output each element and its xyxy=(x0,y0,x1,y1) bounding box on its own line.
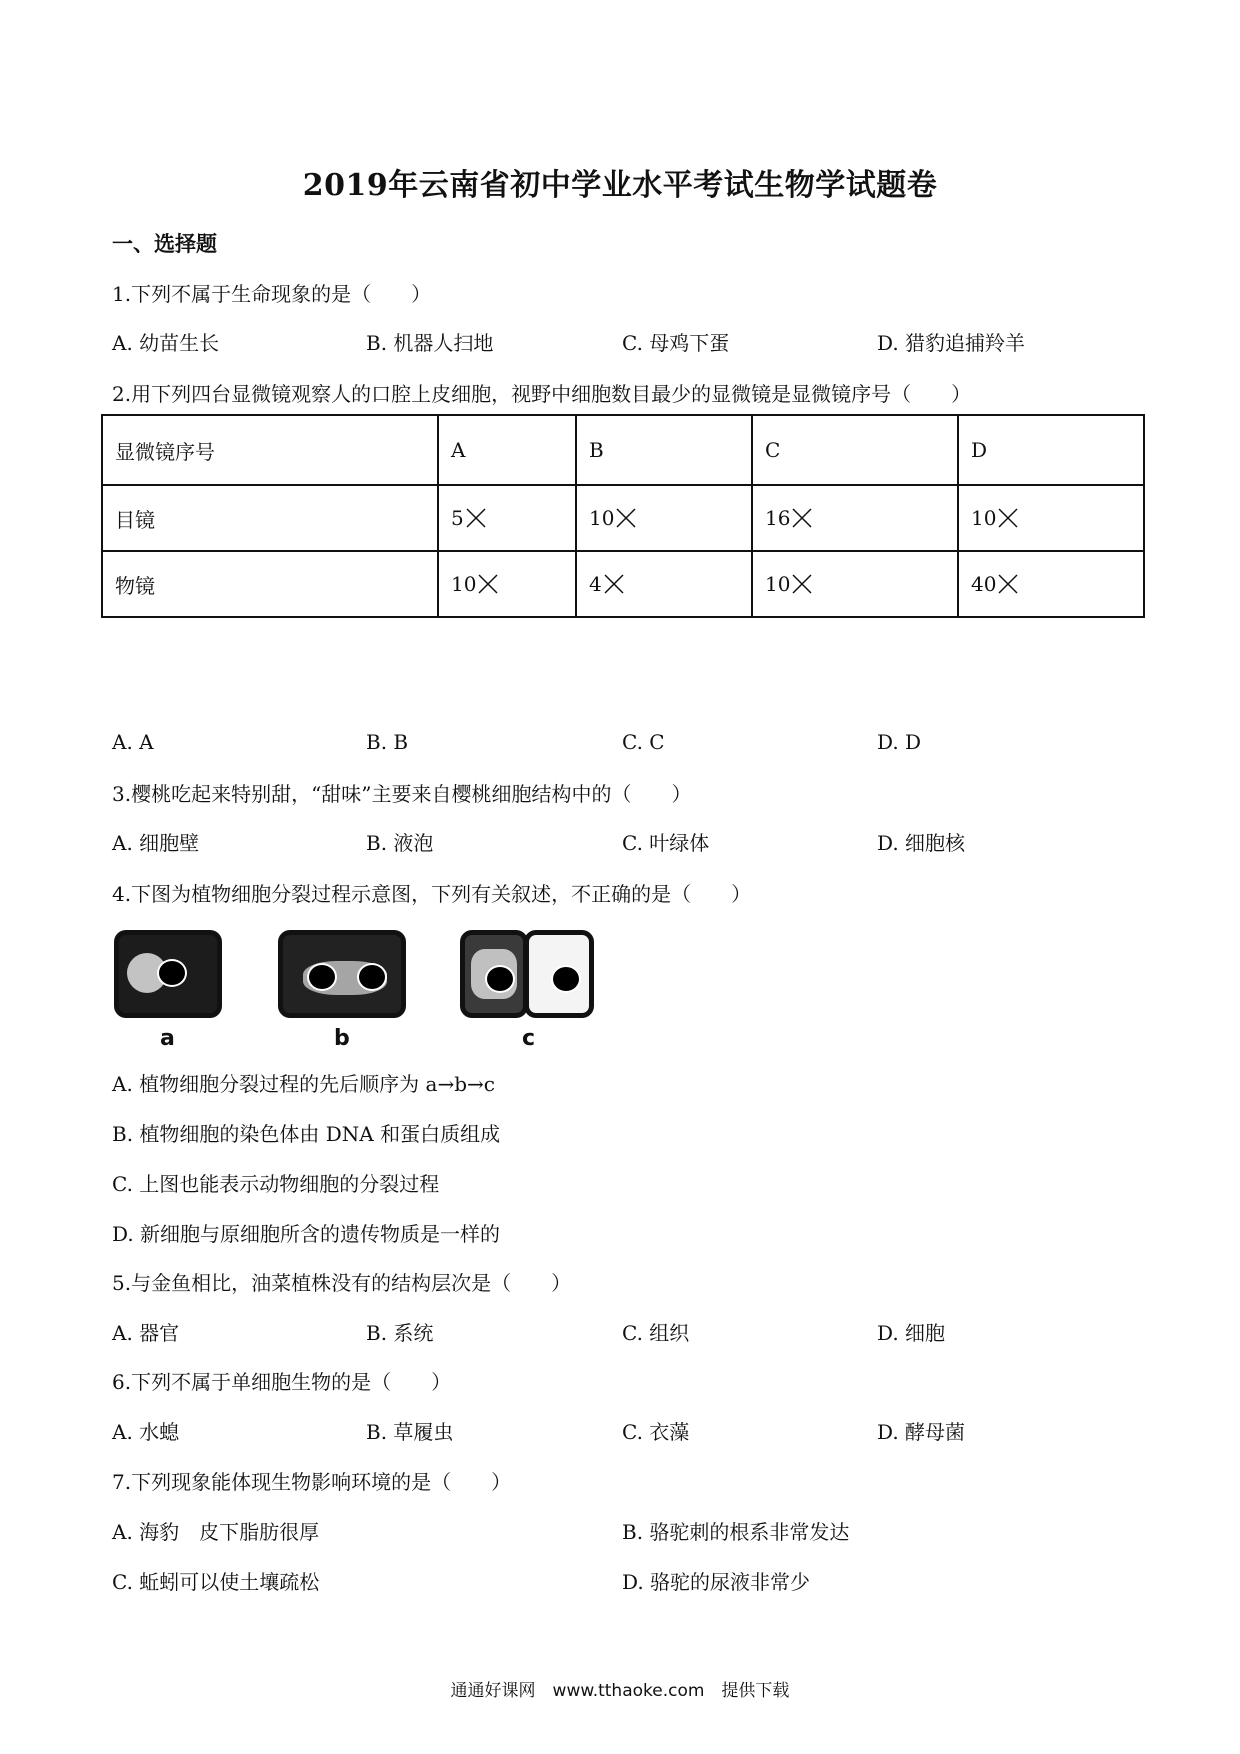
cell-c-right-image xyxy=(524,930,594,1018)
question-6-stem: 6.下列不属于单细胞生物的是（ ） xyxy=(112,1370,452,1394)
table-cell xyxy=(958,551,1144,617)
table-row xyxy=(102,551,1144,617)
table-header-cell: A xyxy=(438,415,576,485)
cell-value: 40 xyxy=(971,572,997,596)
section-heading: 一、选择题 xyxy=(112,231,217,256)
cell-value: 4 xyxy=(589,572,602,596)
table-cell xyxy=(752,485,958,551)
cell-value: 10 xyxy=(589,506,615,530)
question-5-stem: 5.与金鱼相比，油菜植株没有的结构层次是（ ） xyxy=(112,1271,572,1295)
question-3-option-d: D. 细胞核 xyxy=(877,831,966,855)
table-header-cell: C xyxy=(752,415,958,485)
question-4-option-c: C. 上图也能表示动物细胞的分裂过程 xyxy=(112,1172,440,1196)
question-1-option-b: B. 机器人扫地 xyxy=(366,331,494,355)
question-7-option-a: A. 海豹 皮下脂肪很厚 xyxy=(112,1520,320,1544)
figure-label-c: c xyxy=(522,1026,536,1051)
question-1-option-a: A. 幼苗生长 xyxy=(112,331,220,355)
question-3-option-a: A. 细胞壁 xyxy=(112,831,200,855)
page-title: 2019年云南省初中学业水平考试生物学试题卷 xyxy=(302,168,938,203)
question-6-option-a: A. 水螅 xyxy=(112,1420,180,1444)
multiply-icon xyxy=(615,507,637,529)
multiply-icon xyxy=(997,507,1019,529)
table-cell xyxy=(576,485,752,551)
question-6-option-d: D. 酵母菌 xyxy=(877,1420,966,1444)
question-2-stem: 2.用下列四台显微镜观察人的口腔上皮细胞，视野中细胞数目最少的显微镜是显微镜序号（ ） xyxy=(112,382,972,406)
question-5-option-a: A. 器官 xyxy=(112,1321,180,1345)
table-row-label: 目镜 xyxy=(102,485,438,551)
question-4-option-d: D. 新细胞与原细胞所含的遗传物质是一样的 xyxy=(112,1222,501,1246)
question-7-stem: 7.下列现象能体现生物影响环境的是（ ） xyxy=(112,1470,512,1494)
multiply-icon xyxy=(603,573,625,595)
question-2-option-c: C. C xyxy=(622,730,665,754)
question-5-option-c: C. 组织 xyxy=(622,1321,690,1345)
table-cell xyxy=(438,485,576,551)
question-3-stem: 3.樱桃吃起来特别甜，“甜味”主要来自樱桃细胞结构中的（ ） xyxy=(112,782,692,806)
cell-value: 10 xyxy=(971,506,997,530)
table-row xyxy=(102,485,1144,551)
figure-label-a: a xyxy=(160,1026,175,1051)
cell-c-left-image xyxy=(460,930,528,1018)
question-3-option-c: C. 叶绿体 xyxy=(622,831,710,855)
table-cell xyxy=(958,485,1144,551)
question-1-option-d: D. 猎豹追捕羚羊 xyxy=(877,331,1026,355)
multiply-icon xyxy=(465,507,487,529)
multiply-icon xyxy=(791,507,813,529)
question-4-stem: 4.下图为植物细胞分裂过程示意图，下列有关叙述，不正确的是（ ） xyxy=(112,882,752,906)
cell-value: 10 xyxy=(451,572,477,596)
table-header-row xyxy=(102,415,1144,485)
multiply-icon xyxy=(477,573,499,595)
question-1-option-c: C. 母鸡下蛋 xyxy=(622,331,730,355)
question-5-option-d: D. 细胞 xyxy=(877,1321,946,1345)
cell-value: 10 xyxy=(765,572,791,596)
table-row-label: 物镜 xyxy=(102,551,438,617)
table-cell xyxy=(576,551,752,617)
page-footer: 通通好课网 www.tthaoke.com 提供下载 xyxy=(450,1681,790,1701)
question-4-option-b: B. 植物细胞的染色体由 DNA 和蛋白质组成 xyxy=(112,1122,501,1146)
cell-value: 16 xyxy=(765,506,791,530)
question-1-stem: 1.下列不属于生命现象的是（ ） xyxy=(112,282,432,306)
table-cell xyxy=(438,551,576,617)
table-header-cell: 显微镜序号 xyxy=(102,415,438,485)
table-header-cell: B xyxy=(576,415,752,485)
question-2-option-a: A. A xyxy=(112,730,154,754)
question-7-option-d: D. 骆驼的尿液非常少 xyxy=(622,1570,811,1594)
microscope-table xyxy=(101,414,1145,618)
table-cell xyxy=(752,551,958,617)
cell-value: 5 xyxy=(451,506,464,530)
table-header-cell: D xyxy=(958,415,1144,485)
question-5-option-b: B. 系统 xyxy=(366,1321,434,1345)
question-3-option-b: B. 液泡 xyxy=(366,831,434,855)
multiply-icon xyxy=(997,573,1019,595)
cell-division-figure xyxy=(112,930,612,1050)
question-2-option-b: B. B xyxy=(366,730,409,754)
question-7-option-c: C. 蚯蚓可以使土壤疏松 xyxy=(112,1570,320,1594)
question-2-option-d: D. D xyxy=(877,730,922,754)
question-6-option-c: C. 衣藻 xyxy=(622,1420,690,1444)
multiply-icon xyxy=(791,573,813,595)
figure-label-b: b xyxy=(334,1026,350,1051)
cell-a-image xyxy=(114,930,222,1018)
cell-b-image xyxy=(278,930,406,1018)
question-4-option-a: A. 植物细胞分裂过程的先后顺序为 a→b→c xyxy=(112,1072,495,1096)
question-7-option-b: B. 骆驼刺的根系非常发达 xyxy=(622,1520,850,1544)
question-6-option-b: B. 草履虫 xyxy=(366,1420,454,1444)
